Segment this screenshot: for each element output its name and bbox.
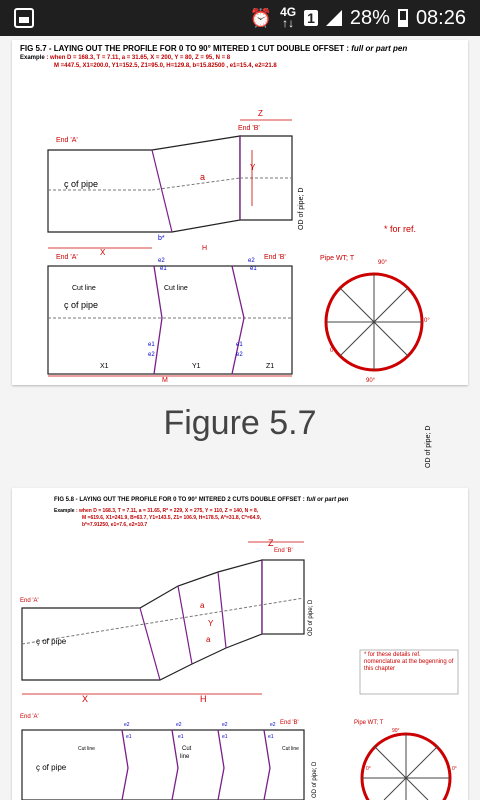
- profile-od-label: OD of pipe; D: [312, 761, 318, 798]
- profile-end-a: End 'A': [56, 254, 78, 261]
- deg90-bottom: 90°: [366, 378, 376, 384]
- deg90-top: 90°: [378, 260, 388, 266]
- profile-centerline: ç of pipe: [64, 300, 99, 310]
- e2-label-4: e2: [270, 722, 276, 728]
- end-b-label: End 'B': [238, 125, 260, 132]
- angle-b-label: b*: [158, 235, 165, 242]
- figure-title: FIG 5.8 - LAYING OUT THE PROFILE FOR 0 TO 90° MITERED 2 CUTS DOUBLE OFFSET : full or part pen: [54, 497, 349, 503]
- e1-label-2: e1: [178, 734, 184, 740]
- angle-a-upper: a: [200, 601, 205, 610]
- e1-label-4: e1: [268, 734, 274, 740]
- deg0-left: 0°: [330, 348, 336, 354]
- profile-end-b: End 'B': [264, 254, 286, 261]
- e2-bottom-right: e2: [236, 352, 243, 358]
- e2-label-3: e2: [222, 722, 228, 728]
- profile-end-a: End 'A': [20, 714, 39, 720]
- cut-label-middle: Cut: [182, 746, 192, 752]
- dim-z: Z: [268, 538, 274, 548]
- angle-a-label: a: [200, 172, 206, 182]
- od-label: OD of pipe; D: [308, 599, 314, 636]
- battery-icon: [398, 9, 408, 27]
- dim-x: X: [100, 248, 106, 257]
- gallery-notification-icon: [14, 8, 34, 28]
- cut-line-left: Cut line: [78, 746, 95, 752]
- e2-label-1: e2: [124, 722, 130, 728]
- figure-title: FIG 5.7 - LAYING OUT THE PROFILE FOR 0 TO 90° MITERED 1 CUT DOUBLE OFFSET : full or part pen: [20, 44, 408, 53]
- e2-top-left: e2: [158, 258, 165, 264]
- alarm-icon: ⏰: [249, 7, 273, 28]
- dim-m: M: [162, 377, 168, 384]
- pipe-wt-label: Pipe WT; T: [354, 720, 384, 726]
- profile-od-label: OD of pipe; D: [425, 425, 432, 468]
- dim-z1: Z1: [266, 363, 275, 370]
- note-text: * for these details ref. nomenclature at the begenning of this chapter: [364, 652, 454, 672]
- dim-x: X: [82, 694, 89, 704]
- dim-h: H: [202, 245, 208, 252]
- e1-bottom-right: e1: [236, 342, 243, 348]
- deg90-top: 90°: [392, 728, 400, 734]
- end-b-label: End 'B': [274, 548, 293, 554]
- network-type: 4G ↑↓: [280, 5, 297, 30]
- e1-label-1: e1: [126, 734, 132, 740]
- e1-label-3: e1: [222, 734, 228, 740]
- e2-label-2: e2: [176, 722, 182, 728]
- e1-top-right: e1: [250, 266, 257, 272]
- e1-top-left: e1: [160, 266, 167, 272]
- end-a-label: End 'A': [56, 137, 78, 144]
- e1-bottom-left: e1: [148, 342, 155, 348]
- pipe-wt-label: Pipe WT; T: [320, 255, 355, 262]
- battery-percent: 28%: [349, 6, 390, 29]
- cut-line-right: Cut line: [282, 746, 299, 752]
- end-a-label: End 'A': [20, 598, 39, 604]
- dim-y: Y: [250, 163, 256, 172]
- cut-line-left: Cut line: [72, 285, 96, 292]
- figure-5-8-drawing: [12, 488, 468, 800]
- e2-top-right: e2: [248, 258, 255, 264]
- for-ref-note: * for ref.: [384, 224, 417, 234]
- figure-5-8-image: [12, 488, 468, 800]
- example-text: Example : when D = 168.3, T = 7.11, a = 31.65, R* = 229, X = 275, Y = 110, Z = 140, N = 8, M =619.6, X1=241.9, B=63.7, Y1=143.5, Z1= 106.9, H=178.5, A*=31.8, C*=64.9, b*=7.91250, e1=7.6, e2=10.7: [54, 508, 262, 528]
- dim-y1: Y1: [192, 363, 201, 370]
- figure-caption: Figure 5.7: [163, 404, 317, 442]
- profile-end-b: End 'B': [280, 720, 299, 726]
- angle-a-lower: a: [206, 635, 211, 644]
- example-text: Example : when D = 168.3, T = 7.11, a = 31.65, X = 200, Y = 80, Z = 95, N = 8 M =447.5, X1=200.0, Y1=152.5, Z1=95.0, H=129.8, b=15.82500 , e1=15.4, e2=21.8: [20, 55, 277, 69]
- dim-h: H: [200, 694, 207, 704]
- centerline-label: ç of pipe: [64, 179, 99, 189]
- profile-centerline: ç of pipe: [36, 763, 67, 772]
- dim-y: Y: [208, 619, 214, 628]
- dim-z: Z: [258, 109, 263, 118]
- dim-x1: X1: [100, 363, 109, 370]
- centerline-label: ç of pipe: [36, 637, 67, 646]
- sim-indicator: 1: [304, 10, 318, 26]
- signal-icon: [326, 10, 342, 26]
- deg0-left: 0°: [366, 766, 371, 772]
- e2-bottom-left: e2: [148, 352, 155, 358]
- clock: 08:26: [415, 6, 466, 29]
- deg0-right: 0°: [424, 318, 430, 324]
- status-bar: [0, 0, 480, 36]
- deg0-right: 0°: [452, 766, 457, 772]
- cut-line-right: Cut line: [164, 285, 188, 292]
- line-label-middle: line: [180, 754, 190, 760]
- od-label: OD of pipe; D: [298, 187, 305, 230]
